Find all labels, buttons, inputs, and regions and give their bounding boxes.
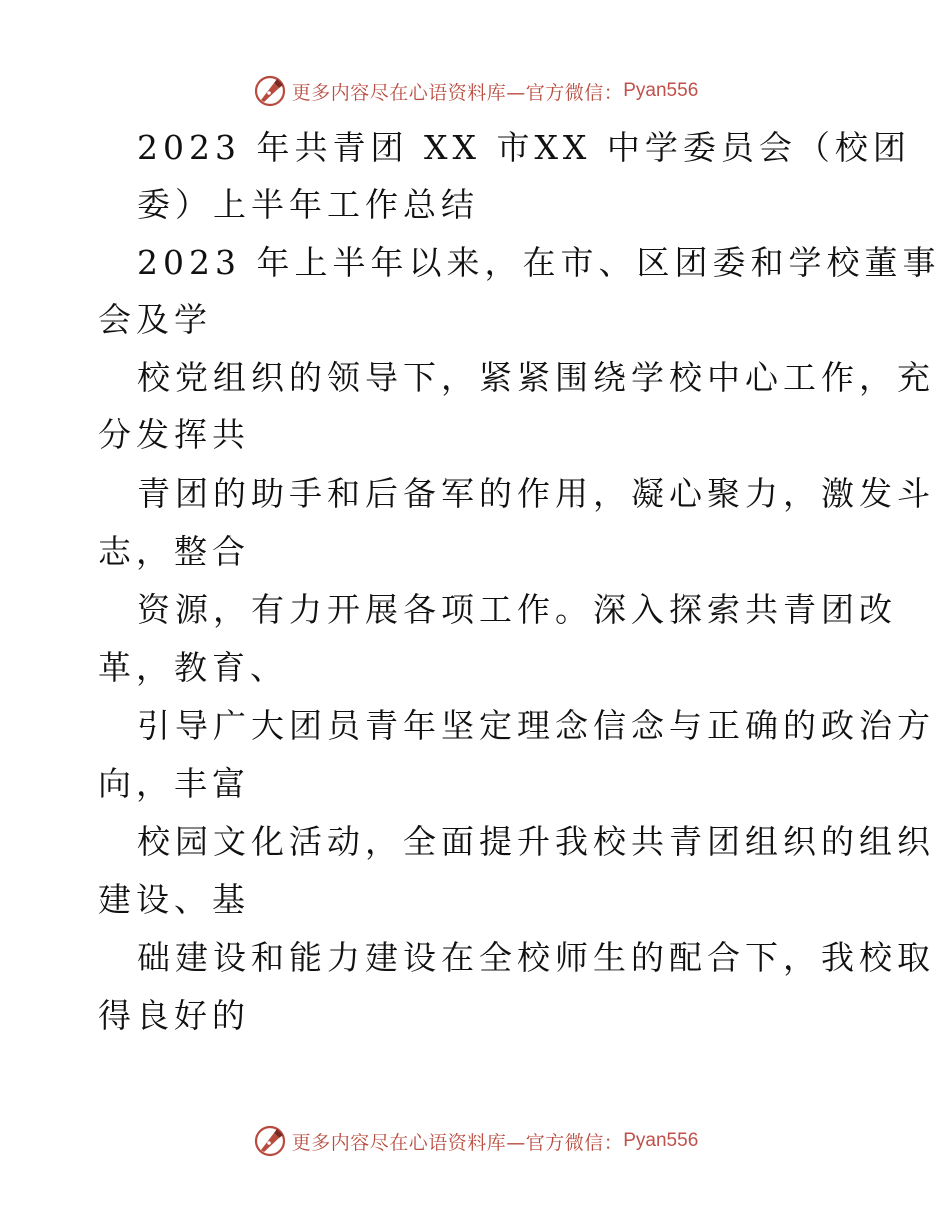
paragraph-line: 得良好的 <box>98 996 250 1035</box>
paragraph-line: 2023 年上半年以来，在市、区团委和学校董事 <box>137 243 941 282</box>
paragraph-line: 分发挥共 <box>98 415 250 454</box>
paragraph-line: 志，整合 <box>98 532 250 571</box>
paragraph-line: 向，丰富 <box>98 764 250 803</box>
paragraph-line: 校园文化活动，全面提升我校共青团组织的组织 <box>137 822 935 861</box>
paragraph-line: 建设、基 <box>98 880 250 919</box>
paragraph-line: 引导广大团员青年坚定理念信念与正确的政治方 <box>137 706 935 745</box>
pen-nib-logo-icon <box>252 73 288 109</box>
watermark-text: 更多内容尽在心语资料库—官方微信： <box>291 81 624 104</box>
pen-nib-logo-icon <box>252 1123 288 1159</box>
document-title-line-2: 委）上半年工作总结 <box>137 185 479 224</box>
paragraph-line: 会及学 <box>98 300 212 339</box>
watermark-wechat-id: Pyan556 <box>623 80 699 101</box>
paragraph-line: 革，教育、 <box>98 648 288 687</box>
watermark-text: 更多内容尽在心语资料库—官方微信： <box>291 1131 624 1154</box>
paragraph-line: 青团的助手和后备军的作用，凝心聚力，激发斗 <box>137 474 935 513</box>
paragraph-line: 资源，有力开展各项工作。深入探索共青团改 <box>137 590 897 629</box>
header-watermark <box>0 71 950 111</box>
footer-watermark <box>0 1121 950 1161</box>
watermark-wechat-id: Pyan556 <box>623 1130 699 1151</box>
paragraph-line: 础建设和能力建设在全校师生的配合下，我校取 <box>137 938 935 977</box>
paragraph-line: 校党组织的领导下，紧紧围绕学校中心工作，充 <box>137 358 935 397</box>
document-title-line-1: 2023 年共青团 XX 市XX 中学委员会（校团 <box>137 128 911 167</box>
